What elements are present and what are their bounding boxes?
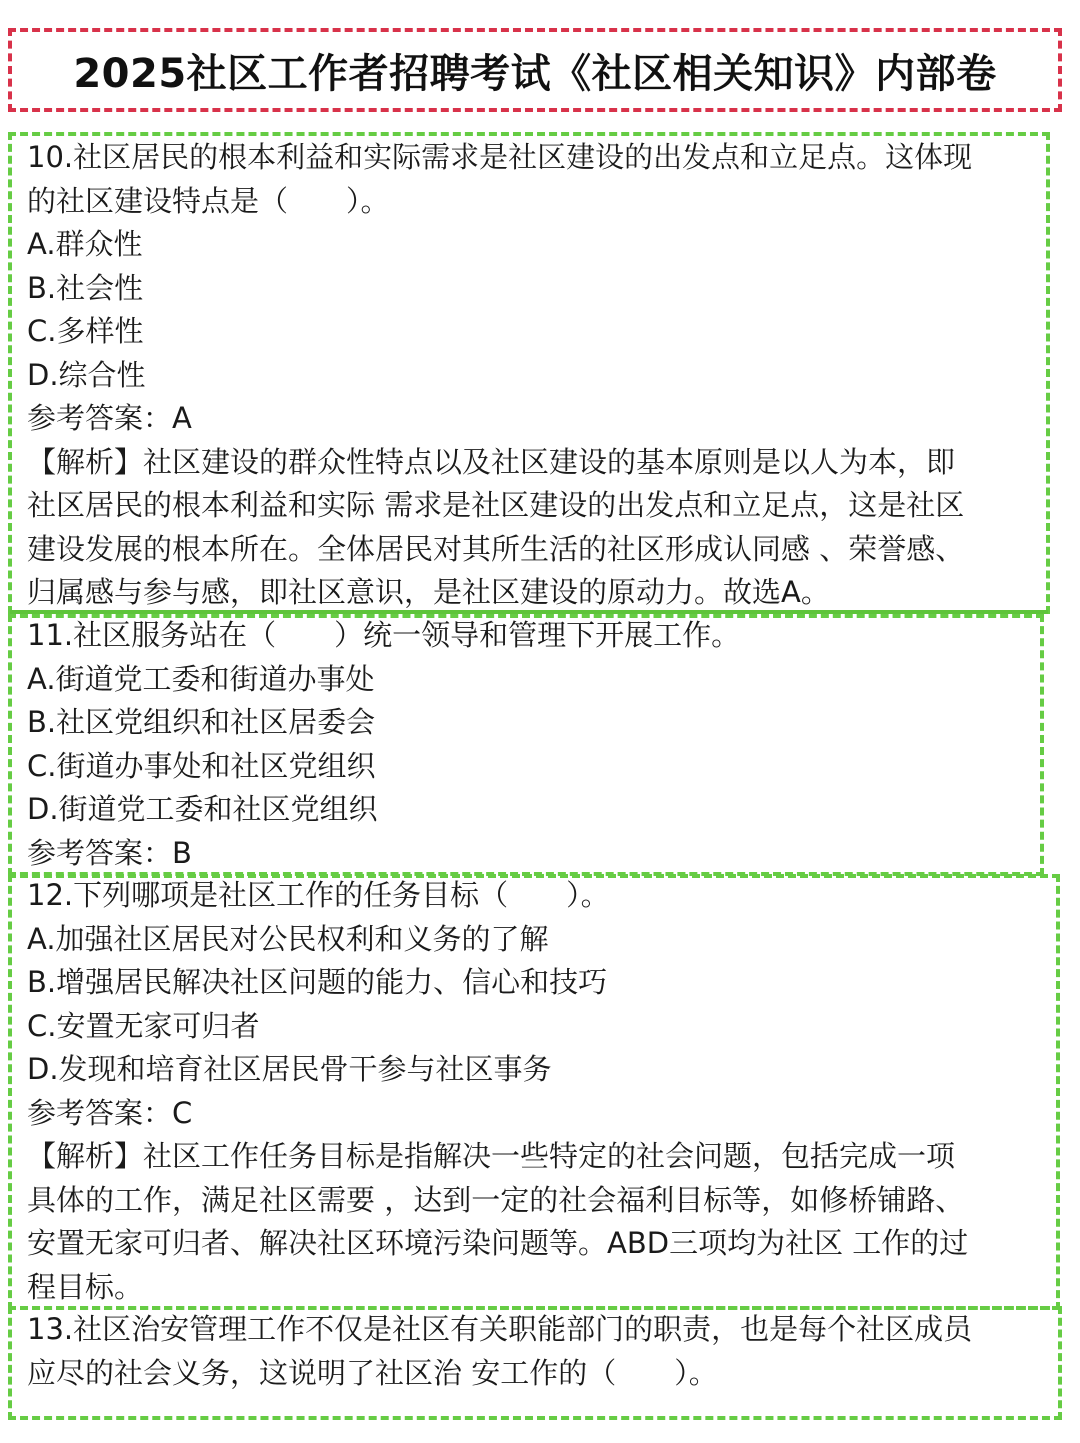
analysis: 建设发展的根本所在。全体居民对其所生活的社区形成认同感 、荣誉感、 bbox=[27, 531, 965, 566]
analysis: 社区居民的根本利益和实际 需求是社区建设的出发点和立足点，这是社区 bbox=[27, 488, 965, 522]
question-stem: 12.下列哪项是社区工作的任务目标（ ）。 bbox=[27, 878, 610, 912]
option-d: D.街道党工委和社区党组织 bbox=[27, 792, 378, 826]
question-stem: 11.社区服务站在（ ）统一领导和管理下开展工作。 bbox=[27, 618, 741, 652]
option-b: B.增强居民解决社区问题的能力、信心和技巧 bbox=[27, 965, 608, 999]
analysis: 归属感与参与感，即社区意识，是社区建设的原动力。故选A。 bbox=[27, 575, 830, 609]
option-c: C.街道办事处和社区党组织 bbox=[27, 748, 376, 783]
option-a: A.街道党工委和街道办事处 bbox=[27, 661, 375, 696]
question-11 bbox=[27, 614, 1047, 875]
option-c: C.安置无家可归者 bbox=[27, 1008, 260, 1043]
analysis: 安置无家可归者、解决社区环境污染问题等。ABD三项均为社区 工作的过 bbox=[27, 1226, 969, 1260]
option-c: C.多样性 bbox=[27, 314, 144, 348]
answer: 参考答案：C bbox=[27, 1095, 193, 1130]
question-stem: 10.社区居民的根本利益和实际需求是社区建设的出发点和立足点。这体现 bbox=[27, 140, 973, 174]
answer: 参考答案：B bbox=[27, 835, 192, 870]
question-stem: 应尽的社会义务，这说明了社区治 安工作的（ ）。 bbox=[27, 1355, 718, 1390]
question-stem: 13.社区治安管理工作不仅是社区有关职能部门的职责，也是每个社区成员 bbox=[27, 1312, 973, 1346]
analysis: 程目标。 bbox=[27, 1269, 144, 1304]
page-title: 2025社区工作者招聘考试《社区相关知识》内部卷 bbox=[73, 50, 997, 97]
answer: 参考答案：A bbox=[27, 401, 192, 435]
option-d: D.发现和培育社区居民骨干参与社区事务 bbox=[27, 1052, 552, 1086]
question-10 bbox=[27, 136, 1047, 615]
option-b: B.社区党组织和社区居委会 bbox=[27, 705, 376, 739]
question-12 bbox=[27, 874, 1047, 1309]
question-stem: 的社区建设特点是（ ）。 bbox=[27, 183, 390, 218]
question-13 bbox=[27, 1308, 1047, 1395]
title-banner bbox=[8, 28, 1062, 112]
option-b: B.社会性 bbox=[27, 270, 144, 305]
option-a: A.群众性 bbox=[27, 227, 143, 261]
option-a: A.加强社区居民对公民权利和义务的了解 bbox=[27, 921, 549, 956]
option-d: D.综合性 bbox=[27, 357, 146, 392]
analysis: 【解析】社区建设的群众性特点以及社区建设的基本原则是以人为本，即 bbox=[27, 444, 956, 479]
analysis: 【解析】社区工作任务目标是指解决一些特定的社会问题，包括完成一项 bbox=[27, 1139, 956, 1173]
analysis: 具体的工作，满足社区需要 ，达到一定的社会福利目标等，如修桥铺路、 bbox=[27, 1182, 965, 1217]
